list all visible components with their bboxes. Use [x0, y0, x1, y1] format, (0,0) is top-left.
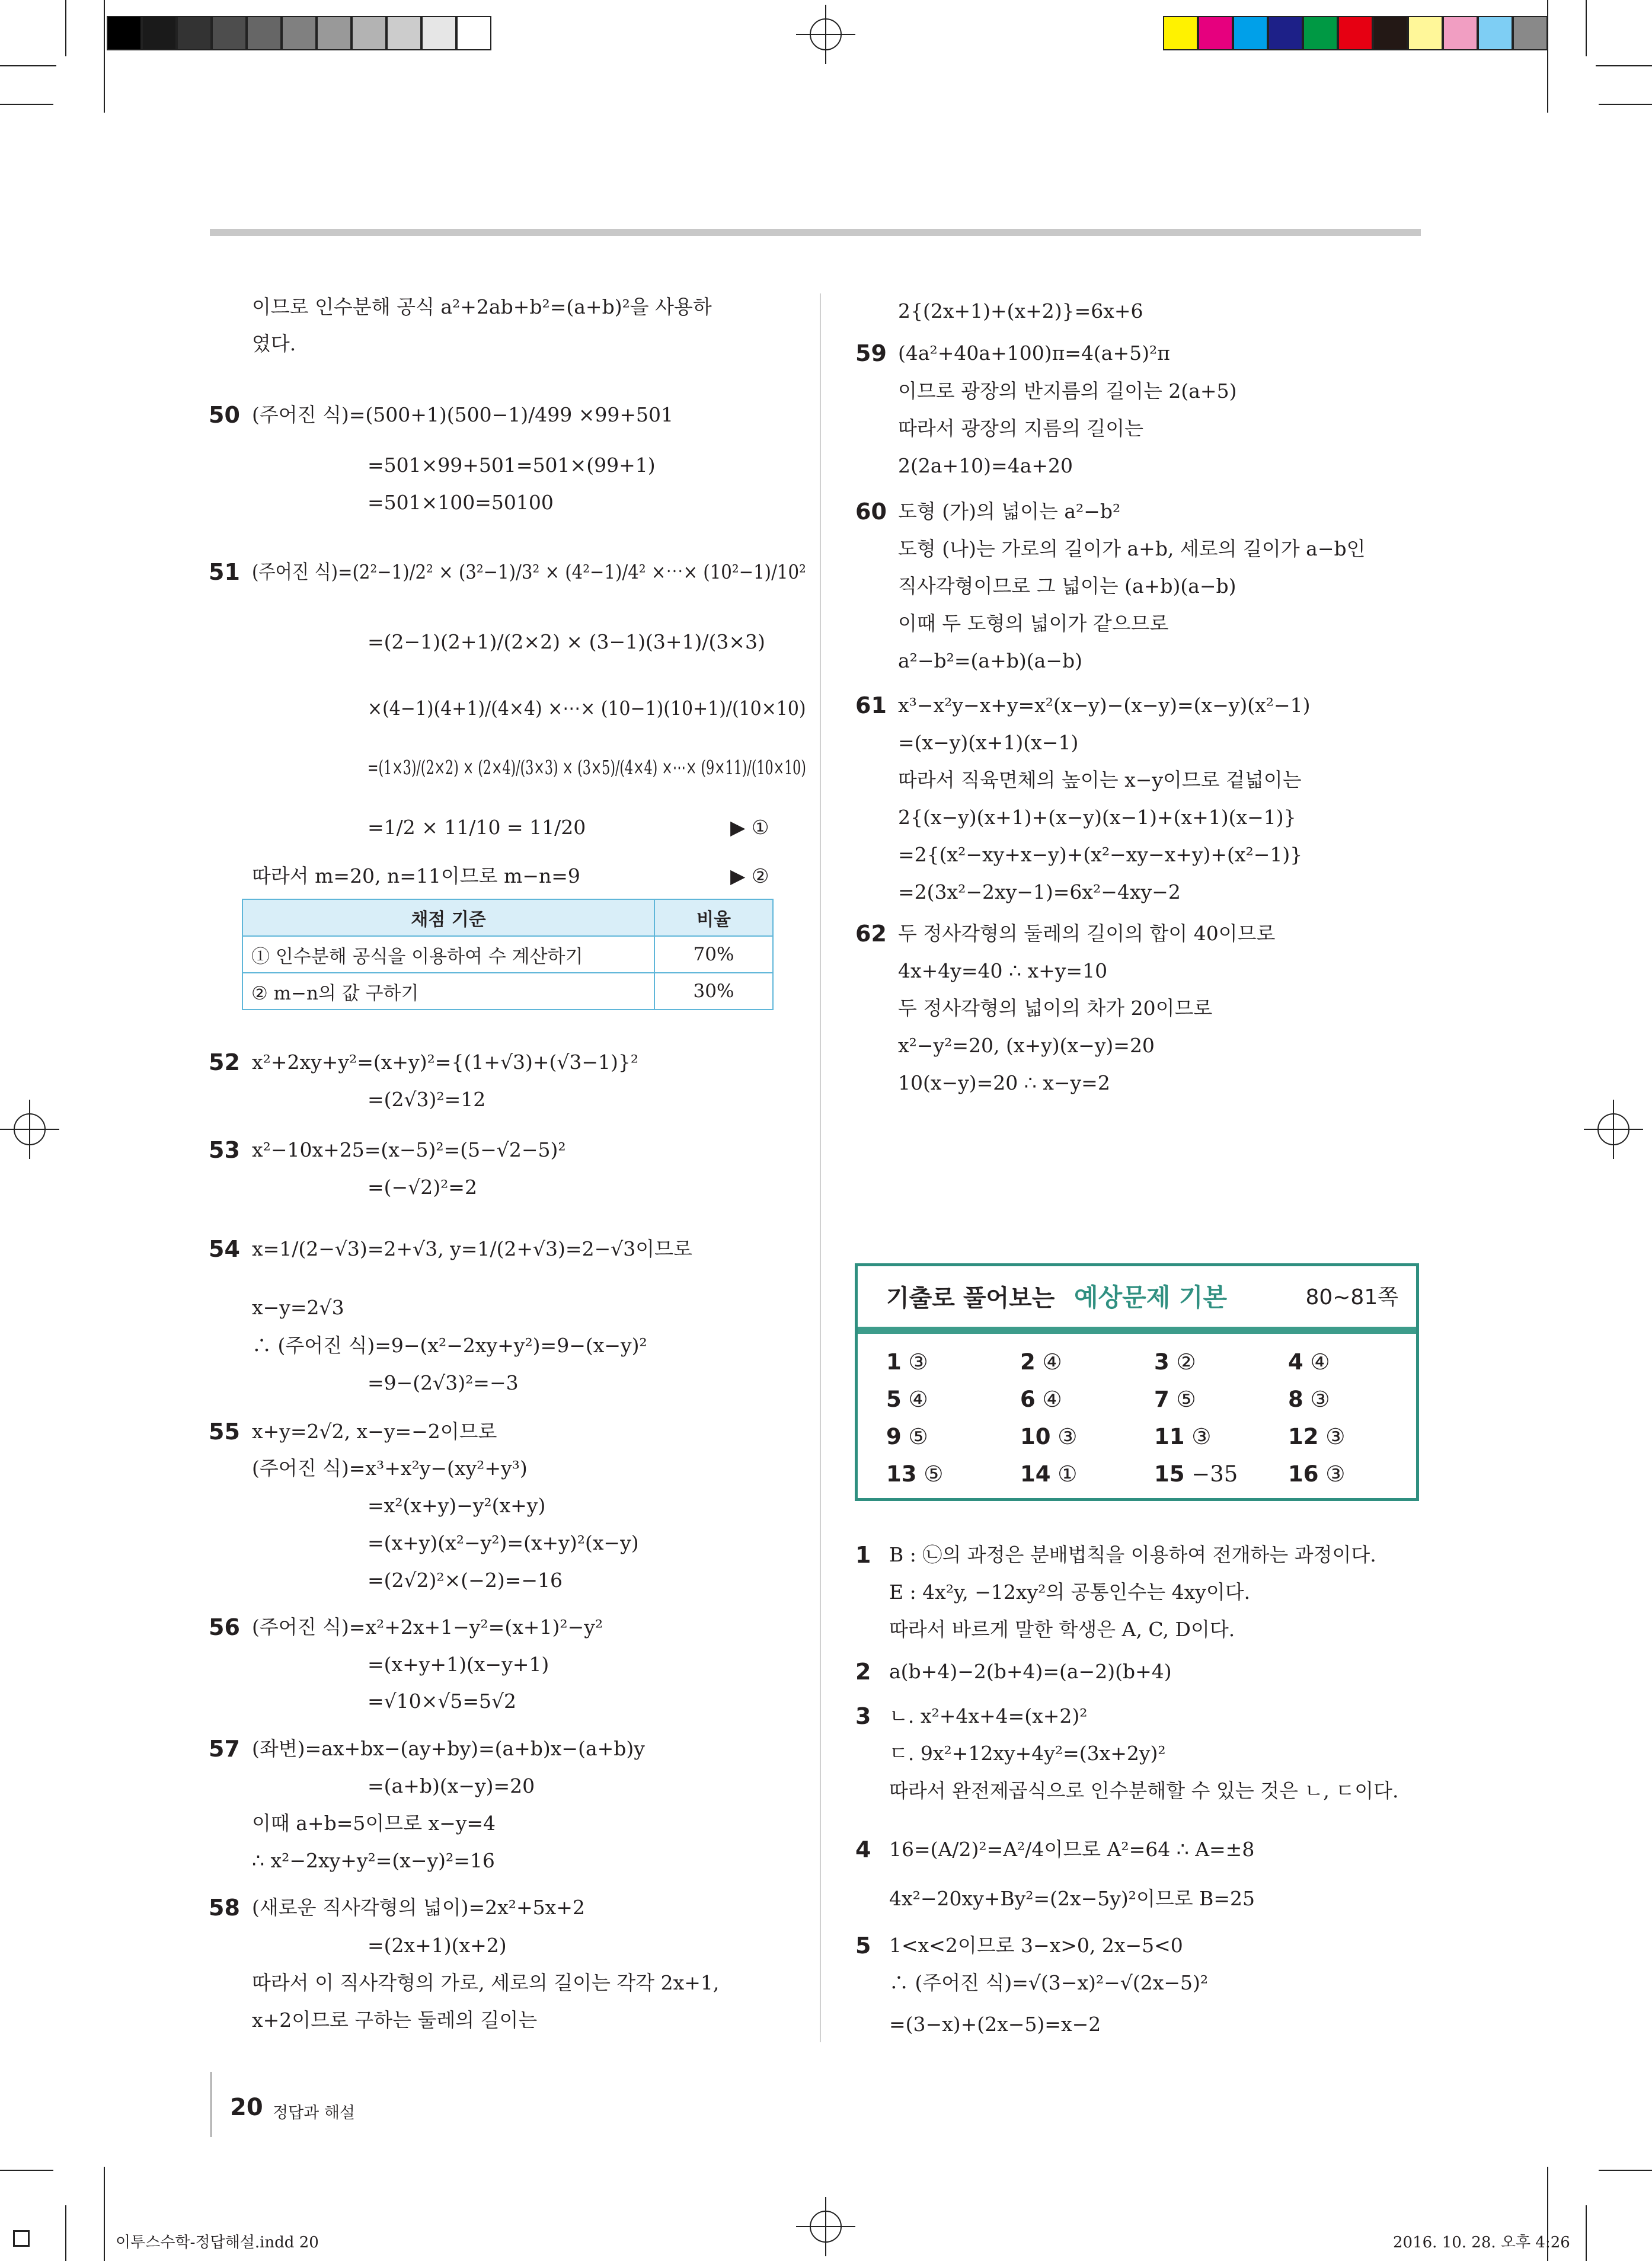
- problem-number: 55: [209, 1419, 240, 1445]
- answer-value: −35: [1184, 1461, 1238, 1487]
- solution-line: 였다.: [252, 332, 296, 355]
- page-number: 20: [230, 2094, 263, 2121]
- gray-swatch: [212, 16, 247, 50]
- crop-mark: [0, 65, 56, 66]
- solution-line: 2(2a+10)=4a+20: [898, 454, 1073, 477]
- solution-line: =(2x+1)(x+2): [368, 1934, 507, 1957]
- header-criteria: 채점 기준: [242, 899, 654, 936]
- scoring-table: [242, 899, 774, 1010]
- registration-mark-bottom: [796, 2197, 855, 2256]
- problem-number: 53: [209, 1137, 240, 1163]
- footer-file: 이투스수학-정답해설.indd 20: [116, 2234, 319, 2252]
- solution-line: 4x+4y=40 ∴ x+y=10: [898, 959, 1108, 982]
- answer-number: 10: [1020, 1424, 1051, 1449]
- answer-number: 16: [1288, 1461, 1319, 1487]
- answer-number: 3: [1154, 1349, 1169, 1375]
- answer-number: 15: [1154, 1461, 1185, 1487]
- solution-line: =(3−x)+(2x−5)=x−2: [889, 2013, 1101, 2036]
- answer-number: 11: [1154, 1424, 1185, 1449]
- answer-number: 9: [886, 1424, 902, 1449]
- footer-timestamp: 2016. 10. 28. 오후 4:26: [1393, 2234, 1570, 2252]
- crop-mark: [1599, 2170, 1652, 2171]
- footer-section: 정답과 해설: [273, 2104, 355, 2122]
- solution-line: =(a+b)(x−y)=20: [368, 1774, 535, 1797]
- solution-line: =2{(x²−xy+x−y)+(x²−xy−x+y)+(x²−1)}: [898, 843, 1303, 866]
- answer-value: ③: [901, 1349, 928, 1375]
- solution-line: 따라서 완전제곱식으로 인수분해할 수 있는 것은 ㄴ, ㄷ이다.: [889, 1779, 1399, 1802]
- answer-box-title-prefix: 기출로 풀어보는: [886, 1285, 1055, 1312]
- solution-line: 따라서 이 직사각형의 가로, 세로의 길이는 각각 2x+1,: [252, 1971, 720, 1994]
- solution-line: x²−10x+25=(x−5)²=(5−√2−5)²: [252, 1138, 566, 1161]
- solution-line: 이때 두 도형의 넓이가 같으므로: [898, 612, 1169, 635]
- solution-line: 따라서 바르게 말한 학생은 A, C, D이다.: [889, 1618, 1235, 1641]
- solution-line: 1<x<2이므로 3−x>0, 2x−5<0: [889, 1934, 1183, 1957]
- problem-number: 60: [855, 499, 887, 525]
- answer-item: [1288, 1349, 1330, 1375]
- crop-mark: [65, 2205, 66, 2261]
- color-swatch: [1163, 16, 1198, 50]
- solution-line: =(2√3)²=12: [368, 1088, 486, 1111]
- problem-number: 61: [855, 692, 887, 718]
- solution-line: ×(4−1)(4+1)/(4×4) ×⋯× (10−1)(10+1)/(10×10): [368, 697, 806, 720]
- solution-line: =9−(2√3)²=−3: [368, 1371, 519, 1394]
- problem-number: 58: [209, 1895, 240, 1921]
- crop-mark: [104, 2167, 105, 2261]
- answer-box-title-highlight: 예상문제 기본: [1074, 1283, 1228, 1312]
- solution-line: x²+2xy+y²=(x+y)²={(1+√3)+(√3−1)}²: [252, 1050, 639, 1074]
- problem-number: 59: [855, 340, 887, 366]
- gray-swatch: [456, 16, 491, 50]
- solution-line: 따라서 광장의 지름의 길이는: [898, 417, 1144, 440]
- answer-number: 7: [1154, 1387, 1169, 1412]
- crop-mark: [1599, 104, 1652, 105]
- answer-value: ①: [1050, 1461, 1078, 1487]
- answer-box-pages: 80~81쪽: [1305, 1285, 1398, 1310]
- solution-line: 2{(2x+1)+(x+2)}=6x+6: [898, 299, 1143, 322]
- answer-item: [886, 1424, 928, 1450]
- answer-value: ⑤: [901, 1424, 928, 1449]
- answer-item: [1020, 1461, 1077, 1487]
- answer-box-header: [858, 1266, 1416, 1320]
- solution-line: (주어진 식)=x²+2x+1−y²=(x+1)²−y²: [252, 1615, 603, 1639]
- solution-line: =501×100=50100: [368, 491, 554, 514]
- header-rule: [210, 229, 1421, 236]
- solution-line: x³−x²y−x+y=x²(x−y)−(x−y)=(x−y)(x²−1): [898, 694, 1311, 717]
- problem-number: 54: [209, 1236, 240, 1262]
- gray-swatch: [177, 16, 212, 50]
- answer-item: [1288, 1387, 1330, 1413]
- problem-number: 1: [855, 1542, 871, 1568]
- crop-mark: [1586, 0, 1587, 56]
- answer-number: 14: [1020, 1461, 1051, 1487]
- column-divider: [820, 293, 821, 2042]
- problem-number: 50: [209, 402, 240, 428]
- ratio-cell: 30%: [654, 973, 773, 1010]
- answer-value: ③: [1318, 1424, 1346, 1449]
- answer-value: ③: [1184, 1424, 1212, 1449]
- table-row: [242, 973, 773, 1010]
- crop-mark: [0, 2170, 53, 2171]
- answer-value: ④: [1035, 1387, 1062, 1412]
- color-swatch: [1408, 16, 1443, 50]
- gray-swatch: [142, 16, 177, 50]
- solution-line: =(−√2)²=2: [368, 1176, 477, 1199]
- problem-number: 5: [855, 1933, 871, 1959]
- answer-item: [1288, 1461, 1345, 1487]
- solution-line: (주어진 식)=x³+x²y−(xy²+y³): [252, 1457, 528, 1480]
- solution-line: 16=(A/2)²=A²/4이므로 A²=64 ∴ A=±8: [889, 1838, 1255, 1861]
- problem-number: 2: [855, 1659, 871, 1685]
- problem-number: 62: [855, 921, 887, 947]
- ratio-cell: 70%: [654, 936, 773, 973]
- answer-box-bar: [858, 1327, 1416, 1334]
- header-ratio: 비율: [654, 899, 773, 936]
- solution-line: 두 정사각형의 넓이의 차가 20이므로: [898, 997, 1213, 1020]
- crop-mark: [1586, 2205, 1587, 2261]
- answer-number: 12: [1288, 1424, 1319, 1449]
- problem-number: 57: [209, 1736, 240, 1762]
- color-swatch: [1443, 16, 1478, 50]
- problem-number: 4: [855, 1837, 871, 1863]
- answer-value: ②: [1169, 1349, 1196, 1375]
- footer-square-icon: [13, 2230, 30, 2247]
- solution-line: =(2−1)(2+1)/(2×2) × (3−1)(3+1)/(3×3): [368, 630, 765, 653]
- gray-swatch: [421, 16, 456, 50]
- solution-line: 이므로 인수분해 공식 a²+2ab+b²=(a+b)²을 사용하: [252, 295, 712, 318]
- solution-line: x+2이므로 구하는 둘레의 길이는: [252, 2008, 538, 2032]
- registration-mark-right: [1584, 1100, 1643, 1159]
- crop-mark: [1596, 65, 1652, 66]
- answer-item: [1288, 1424, 1345, 1450]
- answer-item: [886, 1461, 943, 1487]
- registration-mark-left: [0, 1100, 59, 1159]
- solution-line: (4a²+40a+100)π=4(a+5)²π: [898, 341, 1170, 365]
- answer-item: [1154, 1461, 1238, 1487]
- solution-line: ㄴ. x²+4x+4=(x+2)²: [889, 1704, 1088, 1727]
- problem-number: 56: [209, 1614, 240, 1640]
- solution-line: (좌변)=ax+bx−(ay+by)=(a+b)x−(a+b)y: [252, 1737, 645, 1760]
- solution-line: ∴ (주어진 식)=√(3−x)²−√(2x−5)²: [889, 1971, 1209, 1994]
- color-swatch: [1513, 16, 1548, 50]
- footer-divider: [210, 2072, 212, 2137]
- score-mark: ▶ ①: [730, 816, 769, 839]
- solution-line: ㄷ. 9x²+12xy+4y²=(3x+2y)²: [889, 1742, 1166, 1765]
- answer-item: [1154, 1349, 1196, 1375]
- criteria-cell: ① 인수분해 공식을 이용하여 수 계산하기: [242, 936, 654, 973]
- color-swatch: [1198, 16, 1233, 50]
- answer-item: [886, 1387, 928, 1413]
- solution-line: =(2√2)²×(−2)=−16: [368, 1569, 563, 1592]
- solution-line: a(b+4)−2(b+4)=(a−2)(b+4): [889, 1660, 1172, 1683]
- answer-box: [855, 1263, 1419, 1501]
- answer-item: [1154, 1387, 1196, 1413]
- gray-swatch: [247, 16, 282, 50]
- problem-number: 3: [855, 1703, 871, 1729]
- solution-line: =2(3x²−2xy−1)=6x²−4xy−2: [898, 880, 1181, 903]
- answer-number: 13: [886, 1461, 917, 1487]
- problem-number: 51: [209, 559, 240, 585]
- answer-item: [1020, 1349, 1062, 1375]
- registration-mark-top: [796, 5, 855, 64]
- crop-mark: [1547, 0, 1548, 113]
- color-swatch: [1338, 16, 1373, 50]
- solution-line: ∴ x²−2xy+y²=(x−y)²=16: [252, 1849, 495, 1872]
- solution-line: x+y=2√2, x−y=−2이므로: [252, 1420, 497, 1443]
- gray-swatch: [386, 16, 421, 50]
- solution-line: =√10×√5=5√2: [368, 1690, 517, 1713]
- solution-line: a²−b²=(a+b)(a−b): [898, 649, 1082, 672]
- answer-number: 6: [1020, 1387, 1036, 1412]
- solution-line: B : ㉡의 과정은 분배법칙을 이용하여 전개하는 과정이다.: [889, 1543, 1376, 1566]
- answer-value: ③: [1050, 1424, 1078, 1449]
- solution-line: (새로운 직사각형의 넓이)=2x²+5x+2: [252, 1896, 585, 1919]
- problem-number: 52: [209, 1049, 240, 1075]
- color-swatch: [1373, 16, 1408, 50]
- crop-mark: [0, 104, 53, 105]
- solution-line: =1/2 × 11/10 = 11/20: [368, 816, 586, 839]
- table-row: [242, 936, 773, 973]
- solution-line: =(x−y)(x+1)(x−1): [898, 731, 1079, 754]
- solution-line: 이때 a+b=5이므로 x−y=4: [252, 1812, 496, 1835]
- solution-line: x²−y²=20, (x+y)(x−y)=20: [898, 1034, 1155, 1057]
- solution-line: 도형 (나)는 가로의 길이가 a+b, 세로의 길이가 a−b인: [898, 537, 1366, 560]
- solution-line: 10(x−y)=20 ∴ x−y=2: [898, 1071, 1110, 1094]
- solution-line: 4x²−20xy+By²=(2x−5y)²이므로 B=25: [889, 1887, 1255, 1910]
- answer-value: ④: [1303, 1349, 1330, 1375]
- solution-line: (주어진 식)=(2²−1)/2² × (3²−1)/3² × (4²−1)/4² ×⋯× (10²−1)/10²: [252, 560, 806, 583]
- gray-swatch: [282, 16, 317, 50]
- answer-number: 5: [886, 1387, 902, 1412]
- answer-value: ④: [901, 1387, 928, 1412]
- answer-value: ⑤: [916, 1461, 944, 1487]
- answer-number: 2: [1020, 1349, 1036, 1375]
- solution-line: x−y=2√3: [252, 1296, 344, 1319]
- answer-value: ⑤: [1169, 1387, 1196, 1412]
- scoring-table-header: [242, 899, 773, 936]
- score-mark: ▶ ②: [730, 864, 769, 887]
- solution-line: 2{(x−y)(x+1)+(x−y)(x−1)+(x+1)(x−1)}: [898, 806, 1296, 829]
- solution-line: E : 4x²y, −12xy²의 공통인수는 4xy이다.: [889, 1580, 1251, 1604]
- color-swatch: [1478, 16, 1513, 50]
- answer-value: ③: [1303, 1387, 1330, 1412]
- solution-line: =(1×3)/(2×2) × (2×4)/(3×3) × (3×5)/(4×4) ×⋯× (9×11)/(10×10): [368, 756, 806, 779]
- crop-mark: [104, 0, 105, 113]
- color-swatch: [1303, 16, 1338, 50]
- answer-item: [886, 1349, 928, 1375]
- solution-line: x=1/(2−√3)=2+√3, y=1/(2+√3)=2−√3이므로: [252, 1237, 692, 1260]
- solution-line: 이므로 광장의 반지름의 길이는 2(a+5): [898, 379, 1237, 403]
- gray-swatch: [317, 16, 352, 50]
- solution-line: ∴ (주어진 식)=9−(x²−2xy+y²)=9−(x−y)²: [252, 1334, 647, 1357]
- answer-number: 4: [1288, 1349, 1303, 1375]
- solution-line: =(x+y+1)(x−y+1): [368, 1653, 549, 1676]
- answer-item: [1154, 1424, 1211, 1450]
- solution-line: 두 정사각형의 둘레의 길이의 합이 40이므로: [898, 922, 1276, 945]
- criteria-cell: ② m−n의 값 구하기: [242, 973, 654, 1010]
- answer-value: ④: [1035, 1349, 1062, 1375]
- answer-item: [1020, 1387, 1062, 1413]
- answer-value: ③: [1318, 1461, 1346, 1487]
- solution-line: =501×99+501=501×(99+1): [368, 454, 656, 477]
- solution-line: (주어진 식)=(500+1)(500−1)/499 ×99+501: [252, 403, 674, 426]
- gray-swatch: [352, 16, 386, 50]
- solution-line: =(x+y)(x²−y²)=(x+y)²(x−y): [368, 1531, 639, 1554]
- gray-swatch: [107, 16, 142, 50]
- answer-number: 8: [1288, 1387, 1303, 1412]
- solution-line: 직사각형이므로 그 넓이는 (a+b)(a−b): [898, 574, 1236, 598]
- answer-number: 1: [886, 1349, 902, 1375]
- crop-mark: [65, 0, 66, 56]
- color-swatch: [1268, 16, 1303, 50]
- color-swatch: [1233, 16, 1268, 50]
- solution-line: =x²(x+y)−y²(x+y): [368, 1494, 546, 1517]
- solution-line: 따라서 직육면체의 높이는 x−y이므로 겉넓이는: [898, 768, 1302, 791]
- solution-line: 따라서 m=20, n=11이므로 m−n=9: [252, 864, 580, 887]
- answer-item: [1020, 1424, 1077, 1450]
- solution-line: 도형 (가)의 넓이는 a²−b²: [898, 500, 1121, 523]
